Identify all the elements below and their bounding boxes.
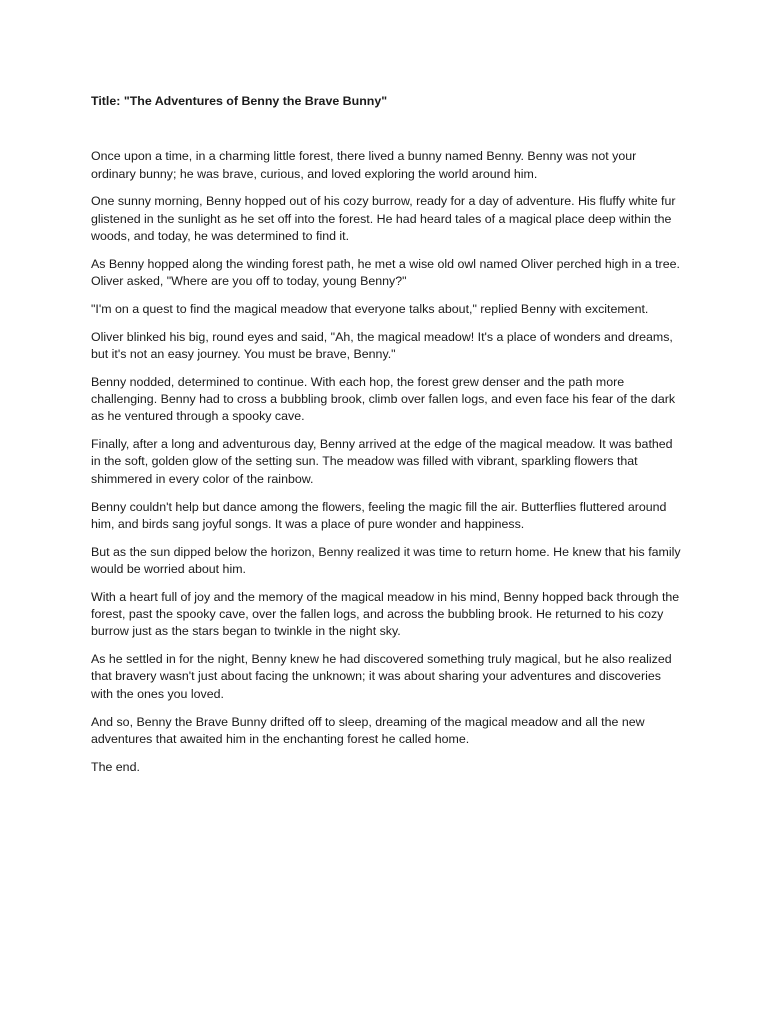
paragraph: As Benny hopped along the winding forest path, he met a wise old owl named Oliver perched high in a tree. Oliver asked, "Where are you off to today, young Benny?"	[91, 256, 680, 289]
paragraph: Oliver blinked his big, round eyes and said, "Ah, the magical meadow! It's a place of wonders and dreams, but it's not an easy journey. You must be brave, Benny."	[91, 329, 673, 361]
paragraph: As he settled in for the night, Benny knew he had discovered something truly magical, but he also realized that bravery wasn't just about facing the unknown; it was about sharing your adventures and discoveries with the ones you loved.	[91, 652, 672, 701]
paragraph: Once upon a time, in a charming little forest, there lived a bunny named Benny. Benny was not your ordinary bunny; he was brave, curious, and loved exploring the world around him.	[91, 149, 637, 181]
paragraph: One sunny morning, Benny hopped out of his cozy burrow, ready for a day of adventure. His fluffy white fur glistened in the sunlight as he set off into the forest. He had heard tales of a magical place deep within the woods, and today, he was determined to find it.	[91, 194, 676, 243]
closing-line: The end.	[91, 759, 140, 774]
paragraph: Benny couldn't help but dance among the flowers, feeling the magic fill the air. Butterflies fluttered around him, and birds sang joyful songs. It was a place of pure wonder and happiness.	[91, 499, 667, 531]
paragraph: Benny nodded, determined to continue. With each hop, the forest grew denser and the path more challenging. Benny had to cross a bubbling brook, climb over fallen logs, and even face his fear of the dark as he ventured through a spooky cave.	[91, 374, 676, 424]
document-title: Title: "The Adventures of Benny the Brave Bunny"	[91, 94, 388, 108]
paragraph: Finally, after a long and adventurous day, Benny arrived at the edge of the magical meadow. It was bathed in the soft, golden glow of the setting sun. The meadow was filled with vibrant, sparkling flowers that shimmered in every color of the rainbow.	[91, 437, 673, 486]
paragraph: "I'm on a quest to find the magical meadow that everyone talks about," replied Benny with excitement.	[91, 301, 649, 316]
paragraph: And so, Benny the Brave Bunny drifted off to sleep, dreaming of the magical meadow and all the new adventures that awaited him in the enchanting forest he called home.	[91, 714, 645, 746]
paragraph: With a heart full of joy and the memory of the magical meadow in his mind, Benny hopped back through the forest, past the spooky cave, over the fallen logs, and across the bubbling brook. He returned to his cozy burrow just as the stars began to twinkle in the night sky.	[91, 589, 680, 639]
document-body	[91, 93, 681, 786]
paragraph: But as the sun dipped below the horizon, Benny realized it was time to return home. He knew that his family would be worried about him.	[91, 544, 681, 576]
